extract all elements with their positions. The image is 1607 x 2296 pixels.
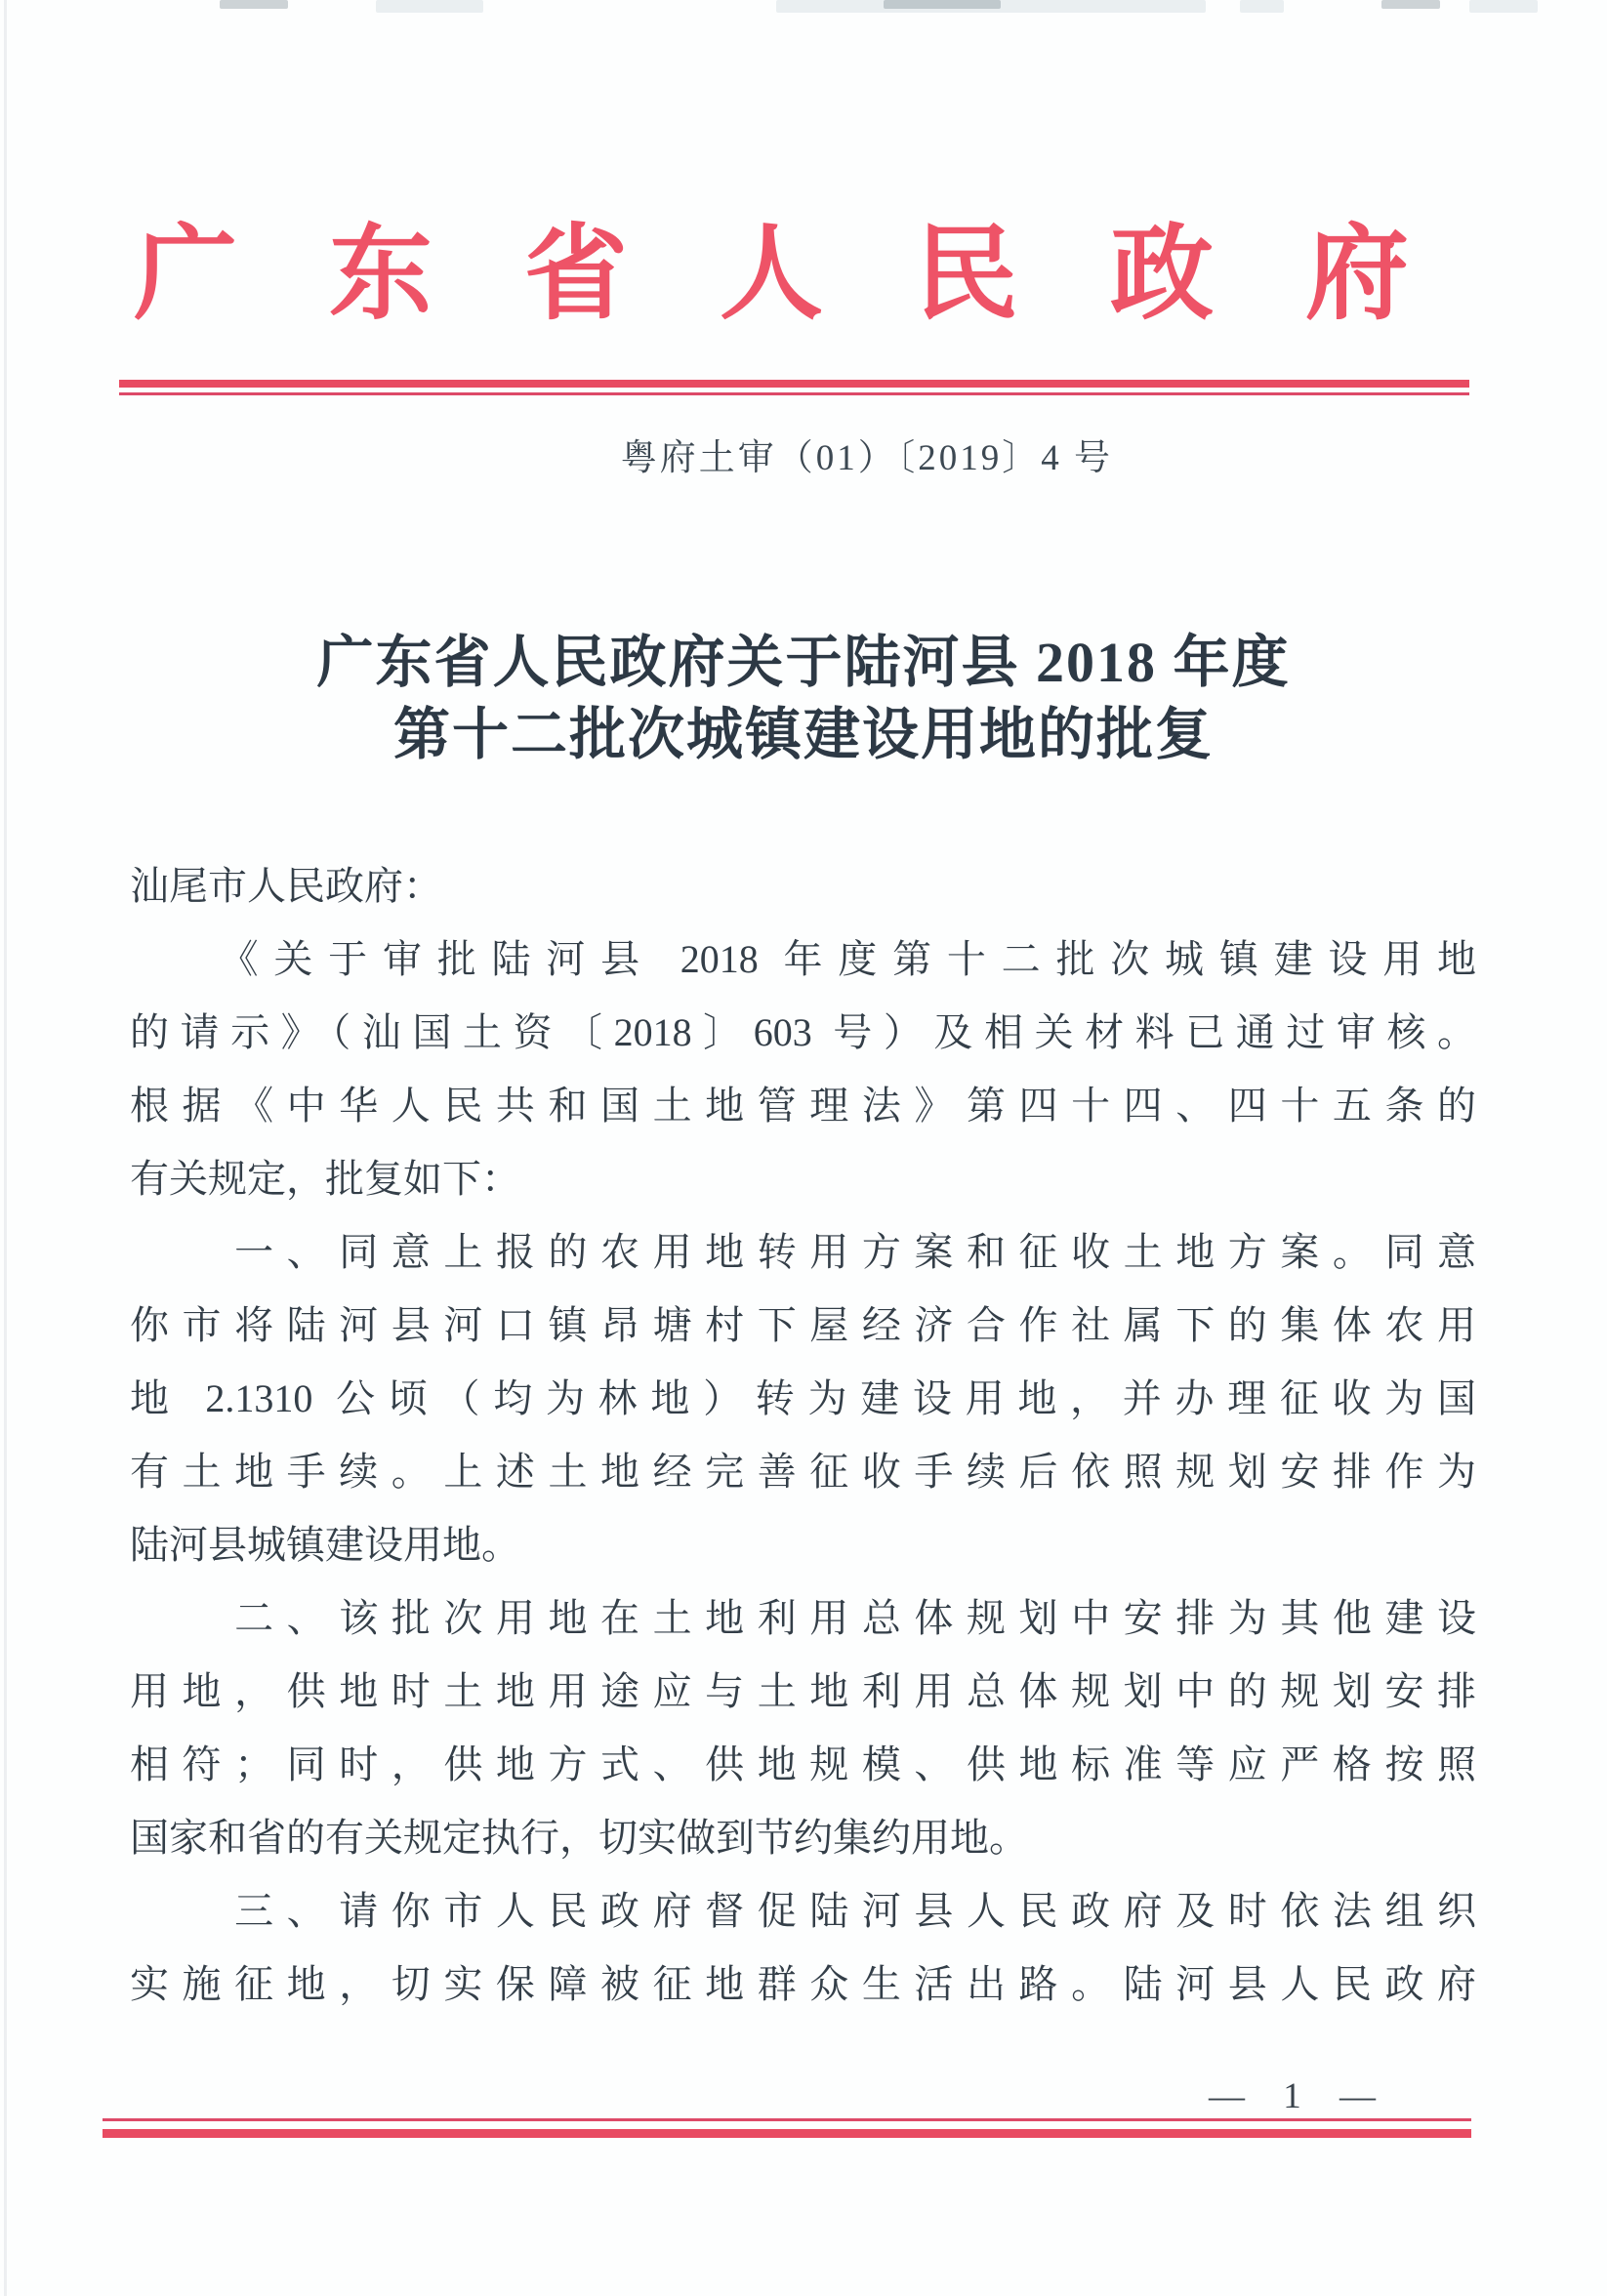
scan-artifact [884, 0, 1001, 9]
scan-artifact [1240, 0, 1284, 13]
body-line: 国家和省的有关规定执行，切实做到节约集约用地。 [130, 1816, 1028, 1860]
body-line: 的请示》（汕国土资〔2018〕603 号）及相关材料已通过审核。 [130, 1010, 1476, 1054]
doc-title [0, 627, 1607, 771]
doc-title-line2: 第十二批次城镇建设用地的批复 [392, 703, 1214, 766]
body-line: 实施征地，切实保障被征地群众生活出路。陆河县人民政府 [130, 1962, 1476, 2006]
body-line: 三、请你市人民政府督促陆河县人民政府及时依法组织 [130, 1889, 1476, 1933]
body-line: 汕尾市人民政府： [130, 864, 442, 908]
body-line: 二、该批次用地在土地利用总体规划中安排为其他建设 [130, 1596, 1476, 1640]
body-line: 一、同意上报的农用地转用方案和征收土地方案。同意 [130, 1230, 1476, 1274]
body-line: 你市将陆河县河口镇昂塘村下屋经济合作社属下的集体农用 [130, 1303, 1476, 1347]
scan-artifact [220, 0, 288, 9]
body-line: 有关规定，批复如下： [130, 1157, 520, 1201]
body-line: 有土地手续。上述土地经完善征收手续后依照规划安排作为 [130, 1450, 1476, 1494]
scan-artifact [1469, 0, 1538, 13]
doc-title-line1: 广东省人民政府关于陆河县 2018 年度 [316, 631, 1291, 694]
scan-artifact [1381, 0, 1440, 9]
body-line: 地 2.1310 公顷（均为林地）转为建设用地，并办理征收为国 [130, 1376, 1476, 1420]
doc-number: 粤府土审（01）〔2019〕4 号 [620, 438, 1113, 478]
body-line: 用地，供地时土地用途应与土地利用总体规划中的规划安排 [130, 1669, 1476, 1713]
scan-artifact [376, 0, 483, 13]
body-line: 陆河县城镇建设用地。 [130, 1523, 520, 1567]
body-line: 根据《中华人民共和国土地管理法》第四十四、四十五条的 [130, 1084, 1476, 1128]
masthead-org-name: 广东省人民政府 [134, 218, 1501, 332]
page-number: — 1 — [1209, 2076, 1376, 2116]
footer-rule-thin [103, 2118, 1471, 2121]
body-line: 《关于审批陆河县 2018 年度第十二批次城镇建设用地 [130, 937, 1476, 981]
scan-edge [4, 0, 7, 2296]
masthead-rule-thin [119, 392, 1469, 395]
document-body [130, 849, 1476, 2021]
body-line: 相符；同时，供地方式、供地规模、供地标准等应严格按照 [130, 1742, 1476, 1786]
footer-rule-thick [103, 2129, 1471, 2138]
masthead-rule-thick [119, 380, 1469, 388]
